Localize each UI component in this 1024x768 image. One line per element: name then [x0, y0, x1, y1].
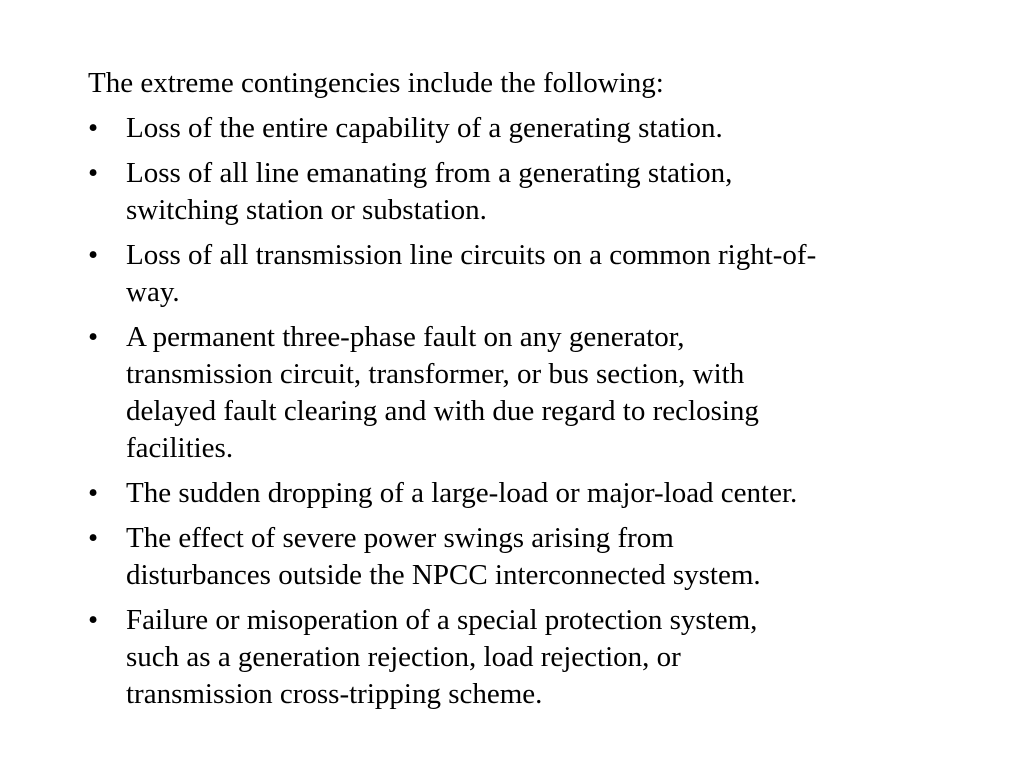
bullet-line: such as a generation rejection, load rejection, or	[126, 641, 681, 673]
bullet-item	[88, 155, 948, 229]
bullet-item	[88, 237, 948, 311]
bullet-item	[88, 319, 948, 467]
bullet-line: switching station or substation.	[126, 194, 487, 226]
bullet-icon: •	[88, 239, 99, 271]
bullet-icon: •	[88, 321, 99, 353]
bullet-item	[88, 110, 948, 147]
bullet-line: The sudden dropping of a large-load or major-load center.	[126, 477, 798, 509]
bullet-list	[88, 110, 948, 713]
bullet-item	[88, 520, 948, 594]
bullet-line: transmission circuit, transformer, or bus section, with	[126, 358, 745, 390]
intro-text: The extreme contingencies include the following:	[88, 67, 664, 99]
bullet-line: Loss of the entire capability of a generating station.	[126, 112, 723, 144]
bullet-line: Loss of all transmission line circuits on a common right-of-	[126, 239, 817, 271]
bullet-icon: •	[88, 477, 99, 509]
bullet-line: Loss of all line emanating from a generating station,	[126, 157, 733, 189]
bullet-line: disturbances outside the NPCC interconnected system.	[126, 559, 761, 591]
bullet-icon: •	[88, 112, 99, 144]
bullet-line: transmission cross-tripping scheme.	[126, 678, 543, 710]
bullet-line: A permanent three-phase fault on any generator,	[126, 321, 685, 353]
bullet-line: facilities.	[126, 432, 234, 464]
bullet-item	[88, 602, 948, 713]
bullet-icon: •	[88, 157, 99, 189]
bullet-icon: •	[88, 522, 99, 554]
bullet-icon: •	[88, 604, 99, 636]
bullet-line: Failure or misoperation of a special protection system,	[126, 604, 758, 636]
bullet-item	[88, 475, 948, 512]
bullet-line: The effect of severe power swings arising from	[126, 522, 674, 554]
bullet-line: way.	[126, 276, 180, 308]
bullet-line: delayed fault clearing and with due regard to reclosing	[126, 395, 759, 427]
slide-content	[88, 65, 948, 721]
